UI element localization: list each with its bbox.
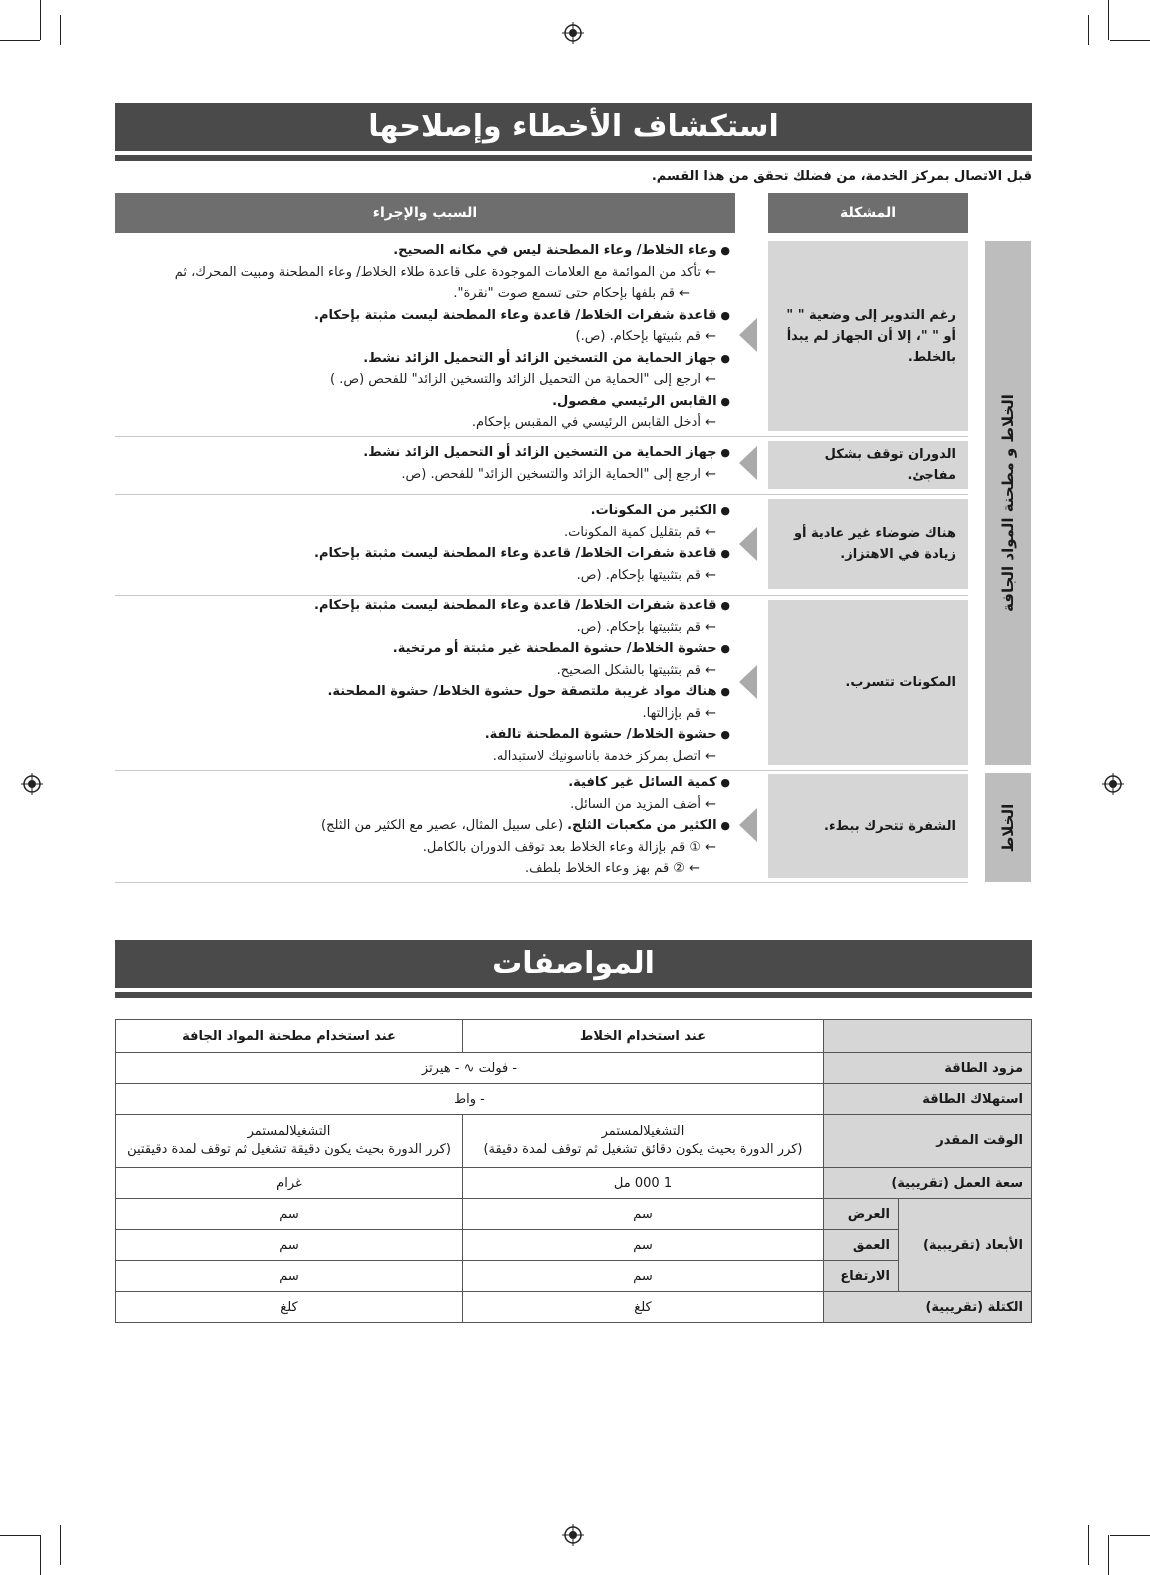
rated-time-detail: (كرر الدورة بحيث يكون دقائق تشغيل ثم توقف لمدة دقيقة)	[483, 1142, 803, 1157]
column-header-dry-mill: عند استخدام مطحنة المواد الجافة	[116, 1020, 463, 1053]
row-label: الكتلة (تقريبية)	[824, 1292, 1032, 1323]
row-label: استهلاك الطاقة	[824, 1084, 1032, 1115]
crop-mark	[60, 1525, 61, 1565]
cause-item: ● قاعدة شفرات الخلاط/ قاعدة وعاء المطحنة ليست مثبتة بإحكام.	[115, 595, 730, 617]
remedy-item: ← قم بتثبيتها بإحكام. (ص.	[115, 565, 730, 587]
remedy-item: ← قم بتثبيتها بالشكل الصحيح.	[115, 660, 730, 682]
remedy-item-continued: ← قم بلفها بإحكام حتى تسمع صوت "نقرة".	[115, 283, 730, 305]
row-sublabel: الارتفاع	[824, 1261, 899, 1292]
category-tab-blender	[985, 773, 1031, 882]
problem-cell	[768, 774, 968, 878]
table-row	[116, 1292, 1032, 1323]
arrow-icon	[739, 527, 757, 561]
rated-time-detail: (كرر الدورة بحيث يكون دقيقة تشغيل ثم توقف لمدة دقيقتين	[127, 1142, 451, 1157]
remedy-item: ← ارجع إلى "الحماية من التحميل الزائد والتسخين الزائد" للفحص (ص. )	[115, 369, 730, 391]
crop-mark	[40, 0, 41, 40]
problem-cell	[768, 241, 968, 431]
problem-text: رغم التدوير إلى وضعية " " أو " "، إلا أن الجهاز لم يبدأ بالخلط.	[786, 307, 956, 365]
crop-mark	[1110, 40, 1150, 41]
crop-mark	[1088, 15, 1089, 45]
cause-list	[115, 500, 730, 586]
width-blender: سم	[463, 1199, 824, 1230]
category-tab-blender-dry-mill	[985, 241, 1031, 765]
cause-item: ● جهاز الحماية من التسخين الزائد أو التحميل الزائد نشط.	[115, 348, 730, 370]
height-dry: سم	[116, 1261, 463, 1292]
row-divider	[115, 770, 968, 771]
rated-time-blender	[463, 1115, 824, 1168]
remedy-item: ← اتصل بمركز خدمة باناسونيك لاستبداله.	[115, 746, 730, 768]
arrow-icon	[739, 665, 757, 699]
row-sublabel: العمق	[824, 1230, 899, 1261]
row-label: الوقت المقدر	[824, 1115, 1032, 1168]
remedy-item: ← ارجع إلى "الحماية الزائد والتسخين الزائد" للفحص. (ص.	[115, 464, 730, 486]
remedy-item: ← قم بثبيتها بإحكام. (ص.)	[115, 326, 730, 348]
crop-mark	[1088, 1525, 1089, 1565]
troubleshooting-intro: قبل الاتصال بمركز الخدمة، من فضلك تحقق من هذا القسم.	[651, 169, 1032, 184]
problem-text: الدوران توقف بشكل مفاجئ.	[824, 447, 956, 483]
title-underline	[115, 992, 1032, 998]
rated-time-heading: التشغيلالمستمر	[247, 1124, 331, 1139]
specifications-table	[115, 1019, 1032, 1323]
power-consumption-value: - واط	[116, 1084, 824, 1115]
registration-mark-icon	[1102, 773, 1124, 795]
registration-mark-icon	[562, 1524, 584, 1546]
crop-mark	[40, 1535, 41, 1575]
problem-text: هناك ضوضاء غير عادية أو زيادة في الاهتزاز.	[793, 526, 956, 562]
cause-column-header: السبب والإجراء	[115, 193, 735, 233]
troubleshooting-title: استكشاف الأخطاء وإصلاحها	[115, 103, 1032, 151]
remedy-item: ← قم بتثبيتها بإحكام. (ص.	[115, 617, 730, 639]
cause-item	[115, 815, 730, 837]
cause-item: ● وعاء الخلاط/ وعاء المطحنة ليس في مكانه الصحيح.	[115, 240, 730, 262]
crop-mark	[1108, 1535, 1109, 1575]
problem-cell	[768, 600, 968, 765]
cause-item: ● حشوة الخلاط/ حشوة المطحنة تالفة.	[115, 724, 730, 746]
arrow-icon	[739, 808, 757, 842]
problem-cell	[768, 441, 968, 489]
cause-item: ● الكثير من المكونات.	[115, 500, 730, 522]
specifications-title: المواصفات	[115, 940, 1032, 988]
problem-text: المكونات تتسرب.	[845, 675, 956, 690]
depth-dry: سم	[116, 1230, 463, 1261]
crop-mark	[1110, 1535, 1150, 1536]
row-label: الأبعاد (تقريبية)	[899, 1199, 1032, 1292]
cause-item: ● كمية السائل غير كافية.	[115, 772, 730, 794]
remedy-item: ← تأكد من الموائمة مع العلامات الموجودة على قاعدة طلاء الخلاط/ وعاء المطحنة ومبيت المحرك، ثم	[115, 262, 730, 284]
crop-mark	[0, 1535, 40, 1536]
cause-list	[115, 442, 730, 485]
rated-time-heading: التشغيلالمستمر	[601, 1124, 685, 1139]
cause-item: ● القابس الرئيسي مفصول.	[115, 391, 730, 413]
table-corner	[824, 1020, 1032, 1053]
row-label: سعة العمل (تقريبية)	[824, 1168, 1032, 1199]
height-blender: سم	[463, 1261, 824, 1292]
table-row	[116, 1168, 1032, 1199]
table-row	[116, 1053, 1032, 1084]
cause-item-note: (على سبيل المثال، عصير مع الكثير من الثلج)	[321, 818, 568, 833]
table-row	[116, 1199, 1032, 1230]
title-underline	[115, 155, 1032, 161]
problem-column-header: المشكلة	[768, 193, 968, 233]
arrow-icon	[739, 446, 757, 480]
width-dry: سم	[116, 1199, 463, 1230]
registration-mark-icon	[21, 773, 43, 795]
row-divider	[115, 494, 968, 495]
cause-list	[115, 595, 730, 767]
crop-mark	[1108, 0, 1109, 40]
row-divider	[115, 882, 968, 883]
category-label: الخلاط و مطحنة المواد الجافة	[999, 394, 1017, 612]
column-header-blender: عند استخدام الخلاط	[463, 1020, 824, 1053]
cause-item: ● قاعدة شفرات الخلاط/ قاعدة وعاء المطحنة ليست مثبتة بإحكام.	[115, 305, 730, 327]
remedy-step: ← ① قم بإزالة وعاء الخلاط بعد توقف الدوران بالكامل.	[115, 837, 730, 859]
registration-mark-icon	[562, 22, 584, 44]
table-row	[116, 1261, 1032, 1292]
cause-list	[115, 772, 730, 880]
table-row	[116, 1115, 1032, 1168]
cause-item: ● هناك مواد غريبة ملتصقة حول حشوة الخلاط/ حشوة المطحنة.	[115, 681, 730, 703]
row-label: مزود الطاقة	[824, 1053, 1032, 1084]
crop-mark	[0, 40, 40, 41]
problem-text: الشفرة تتحرك ببطء.	[824, 818, 956, 834]
cause-list	[115, 240, 730, 434]
problem-cell	[768, 499, 968, 589]
category-label: الخلاط	[999, 803, 1017, 852]
capacity-dry: غرام	[116, 1168, 463, 1199]
depth-blender: سم	[463, 1230, 824, 1261]
capacity-blender: 1 000 مل	[463, 1168, 824, 1199]
table-row	[116, 1020, 1032, 1053]
arrow-icon	[739, 318, 757, 352]
row-divider	[115, 436, 968, 437]
remedy-item: ← أدخل القابس الرئيسي في المقبس بإحكام.	[115, 412, 730, 434]
power-supply-value: - فولت ∿ - هيرتز	[116, 1053, 824, 1084]
remedy-item: ← قم بتقليل كمية المكونات.	[115, 522, 730, 544]
remedy-item: ← أضف المزيد من السائل.	[115, 794, 730, 816]
cause-item: ● حشوة الخلاط/ حشوة المطحنة غير مثبتة أو مرتخية.	[115, 638, 730, 660]
table-row	[116, 1230, 1032, 1261]
cause-item-bold: ● الكثير من مكعبات الثلج.	[567, 818, 730, 833]
weight-dry: كلغ	[116, 1292, 463, 1323]
rated-time-dry	[116, 1115, 463, 1168]
cause-item: ● قاعدة شفرات الخلاط/ قاعدة وعاء المطحنة ليست مثبتة بإحكام.	[115, 543, 730, 565]
crop-mark	[60, 15, 61, 45]
table-row	[116, 1084, 1032, 1115]
remedy-item: ← قم بإزالتها.	[115, 703, 730, 725]
remedy-step: ← ② قم بهز وعاء الخلاط بلطف.	[115, 858, 730, 880]
cause-item: ● جهاز الحماية من التسخين الزائد أو التحميل الزائد نشط.	[115, 442, 730, 464]
row-sublabel: العرض	[824, 1199, 899, 1230]
weight-blender: كلغ	[463, 1292, 824, 1323]
